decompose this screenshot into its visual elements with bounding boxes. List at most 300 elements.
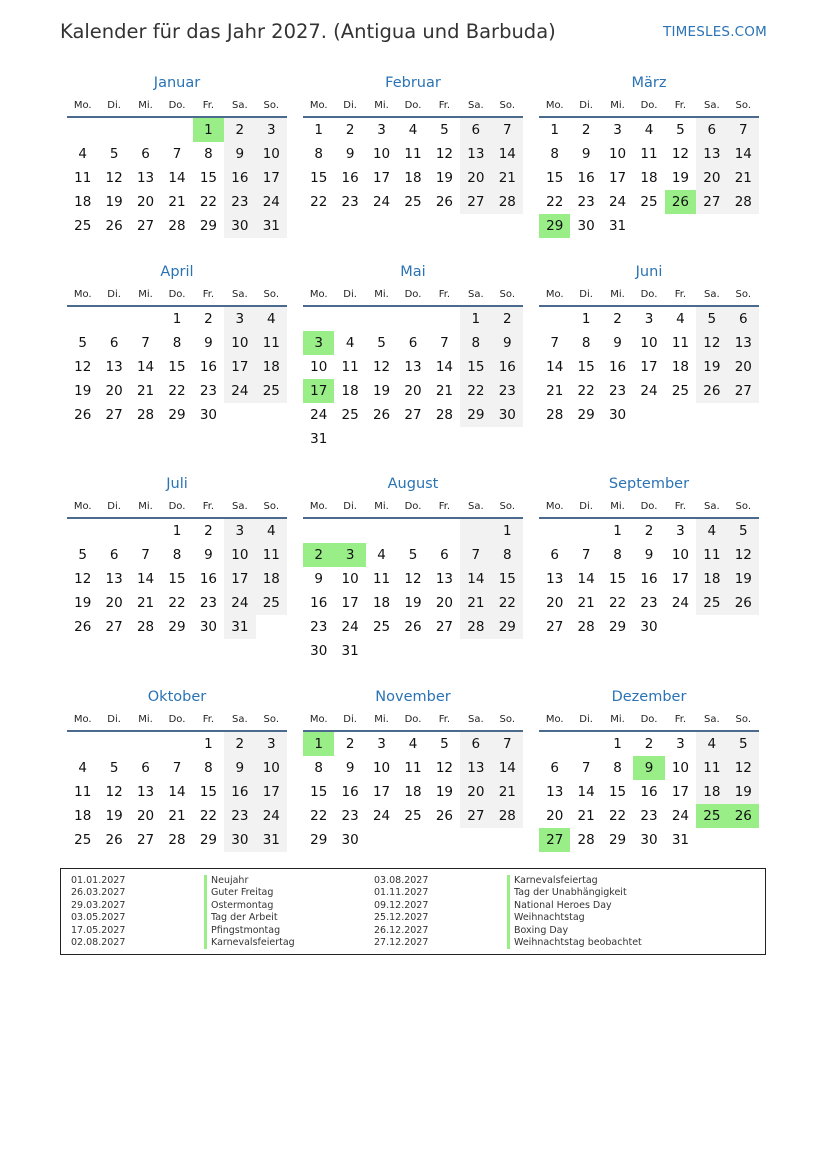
day-cell: 7 xyxy=(172,760,182,776)
day-cell: 13 xyxy=(546,571,564,587)
day-cell: 13 xyxy=(136,170,155,186)
month-6 xyxy=(539,259,759,427)
weekday-label: Mo. xyxy=(309,501,328,512)
month-5 xyxy=(303,259,523,451)
holiday-list xyxy=(60,868,766,955)
day-cell: 28 xyxy=(460,615,491,639)
day-cell: 4 xyxy=(676,311,685,327)
day-cell: 16 xyxy=(577,170,595,186)
weekday-label: Mo. xyxy=(73,289,92,300)
day-cell: 17 xyxy=(608,170,627,186)
day-cell: 30 xyxy=(608,407,627,423)
brand-logo[interactable]: TIMESLES.COM xyxy=(663,24,767,40)
day-cell: 9 xyxy=(345,146,355,162)
day-cell: 16 xyxy=(341,784,359,800)
day-cell: 5 xyxy=(440,122,449,138)
day-cell: 25 xyxy=(696,591,727,615)
day-cell: 15 xyxy=(546,170,564,186)
day-cell: 28 xyxy=(492,190,523,214)
day-cell: 13 xyxy=(404,359,422,375)
day-cell: 21 xyxy=(492,166,523,190)
day-cell: 21 xyxy=(577,808,595,824)
day-cell: 27 xyxy=(105,619,123,635)
day-cell: 27 xyxy=(460,190,491,214)
empty-cell xyxy=(98,307,129,331)
day-cell: 29 xyxy=(608,619,627,635)
empty-cell xyxy=(570,732,601,756)
weekday-label: So. xyxy=(499,289,516,300)
day-cell: 30 xyxy=(577,218,595,234)
day-cell: 27 xyxy=(460,804,491,828)
day-cell: 19 xyxy=(435,784,454,800)
day-cell: 20 xyxy=(404,383,422,399)
day-cell: 2 xyxy=(303,543,334,567)
day-grid xyxy=(303,519,523,663)
day-cell: 18 xyxy=(372,595,391,611)
day-cell: 10 xyxy=(671,547,690,563)
empty-cell xyxy=(429,427,460,451)
weekday-label: So. xyxy=(735,100,752,111)
month-name: Juli xyxy=(166,476,188,492)
day-cell: 12 xyxy=(105,784,123,800)
day-cell: 8 xyxy=(172,335,182,351)
day-cell: 6 xyxy=(408,335,418,351)
weekday-label: Mo. xyxy=(309,100,328,111)
month-12 xyxy=(539,684,759,852)
day-cell: 7 xyxy=(728,118,759,142)
day-cell: 4 xyxy=(408,122,418,138)
day-cell: 2 xyxy=(644,523,654,539)
day-cell: 17 xyxy=(341,595,359,611)
weekday-label: Fr. xyxy=(438,714,451,725)
day-cell: 15 xyxy=(199,784,218,800)
day-cell: 23 xyxy=(608,383,627,399)
day-cell: 30 xyxy=(224,214,255,238)
empty-cell xyxy=(303,307,334,331)
day-cell: 7 xyxy=(550,335,559,351)
day-cell: 27 xyxy=(105,407,123,423)
day-cell: 31 xyxy=(671,832,690,848)
empty-cell xyxy=(728,214,759,238)
day-cell: 10 xyxy=(256,142,287,166)
day-cell: 24 xyxy=(640,383,658,399)
holiday-name: Karnevalsfeiertag xyxy=(204,937,295,949)
day-cell: 4 xyxy=(345,335,355,351)
weekday-label: Mo. xyxy=(73,501,92,512)
day-cell: 10 xyxy=(310,359,328,375)
month-11 xyxy=(303,684,523,852)
weekday-label: Mi. xyxy=(610,501,625,512)
day-cell: 4 xyxy=(408,736,418,752)
day-cell: 17 xyxy=(256,780,287,804)
day-cell: 22 xyxy=(310,194,328,210)
day-cell: 1 xyxy=(303,732,334,756)
empty-cell xyxy=(303,519,334,543)
day-cell: 12 xyxy=(728,756,759,780)
day-cell: 6 xyxy=(696,118,727,142)
weekday-label: Fr. xyxy=(674,501,687,512)
weekday-label: Do. xyxy=(404,501,422,512)
day-cell: 22 xyxy=(168,383,186,399)
holiday-name: Karnevalsfeiertag xyxy=(507,875,598,887)
day-cell: 22 xyxy=(577,383,595,399)
empty-cell xyxy=(696,403,727,427)
month-9 xyxy=(539,471,759,639)
day-cell: 11 xyxy=(404,760,422,776)
day-cell: 20 xyxy=(136,808,155,824)
empty-cell xyxy=(366,307,397,331)
holiday-name: Guter Freitag xyxy=(204,887,273,899)
day-cell: 24 xyxy=(256,804,287,828)
day-cell: 26 xyxy=(435,194,454,210)
day-cell: 30 xyxy=(640,832,658,848)
weekday-label: Do. xyxy=(640,289,658,300)
day-cell: 5 xyxy=(696,307,727,331)
day-cell: 25 xyxy=(640,194,658,210)
weekday-label: Mo. xyxy=(545,289,564,300)
holiday-name: Ostermontag xyxy=(204,900,273,912)
day-cell: 25 xyxy=(671,383,690,399)
day-cell: 12 xyxy=(74,571,92,587)
empty-cell xyxy=(570,519,601,543)
day-cell: 21 xyxy=(577,595,595,611)
day-cell: 26 xyxy=(665,190,696,214)
empty-cell xyxy=(67,307,98,331)
empty-cell xyxy=(67,519,98,543)
empty-cell xyxy=(366,828,397,852)
day-cell: 23 xyxy=(341,194,359,210)
empty-cell xyxy=(161,732,192,756)
month-1 xyxy=(67,70,287,238)
day-cell: 13 xyxy=(696,142,727,166)
day-cell: 24 xyxy=(310,407,328,423)
day-cell: 22 xyxy=(546,194,564,210)
day-cell: 15 xyxy=(460,355,491,379)
day-cell: 23 xyxy=(224,190,255,214)
weekday-label: Do. xyxy=(168,289,186,300)
weekday-header xyxy=(67,497,287,519)
day-cell: 27 xyxy=(404,407,422,423)
day-cell: 22 xyxy=(460,379,491,403)
empty-cell xyxy=(256,615,287,639)
day-cell: 22 xyxy=(168,595,186,611)
day-cell: 5 xyxy=(440,736,449,752)
day-cell: 11 xyxy=(341,359,359,375)
day-cell: 25 xyxy=(404,808,422,824)
month-name: Dezember xyxy=(611,689,687,705)
day-cell: 14 xyxy=(728,142,759,166)
day-cell: 3 xyxy=(377,736,386,752)
day-cell: 16 xyxy=(608,359,627,375)
day-cell: 13 xyxy=(105,359,123,375)
day-cell: 19 xyxy=(696,355,727,379)
day-cell: 16 xyxy=(640,571,658,587)
day-cell: 12 xyxy=(105,170,123,186)
day-cell: 10 xyxy=(608,146,627,162)
day-cell: 15 xyxy=(310,170,328,186)
day-cell: 1 xyxy=(581,311,591,327)
weekday-label: So. xyxy=(735,289,752,300)
weekday-header xyxy=(539,285,759,307)
day-cell: 23 xyxy=(640,595,658,611)
weekday-label: Do. xyxy=(640,501,658,512)
empty-cell xyxy=(460,427,491,451)
day-cell: 14 xyxy=(577,571,595,587)
day-cell: 3 xyxy=(256,732,287,756)
day-cell: 28 xyxy=(435,407,454,423)
holiday-date: 01.01.2027 xyxy=(71,875,126,886)
day-cell: 20 xyxy=(460,166,491,190)
day-cell: 4 xyxy=(644,122,654,138)
day-cell: 23 xyxy=(640,808,658,824)
day-cell: 15 xyxy=(608,571,627,587)
weekday-label: So. xyxy=(499,100,516,111)
weekday-label: Mi. xyxy=(138,289,153,300)
day-cell: 6 xyxy=(728,307,759,331)
day-cell: 9 xyxy=(224,756,255,780)
day-grid xyxy=(67,732,287,852)
holiday-date: 03.08.2027 xyxy=(374,875,429,886)
day-cell: 29 xyxy=(310,832,328,848)
empty-cell xyxy=(728,828,759,852)
day-cell: 10 xyxy=(372,146,391,162)
day-cell: 19 xyxy=(728,567,759,591)
weekday-label: Mo. xyxy=(545,501,564,512)
weekday-label: Di. xyxy=(343,100,357,111)
day-cell: 31 xyxy=(310,431,328,447)
day-cell: 23 xyxy=(310,619,328,635)
empty-cell xyxy=(539,307,570,331)
day-cell: 13 xyxy=(105,571,123,587)
empty-cell xyxy=(397,828,428,852)
day-cell: 8 xyxy=(460,331,491,355)
empty-cell xyxy=(696,615,727,639)
day-cell: 9 xyxy=(224,142,255,166)
holiday-date: 25.12.2027 xyxy=(374,912,429,924)
day-cell: 7 xyxy=(492,118,523,142)
day-cell: 29 xyxy=(199,832,218,848)
day-cell: 14 xyxy=(546,359,564,375)
empty-cell xyxy=(67,732,98,756)
day-cell: 12 xyxy=(728,543,759,567)
day-cell: 21 xyxy=(168,808,186,824)
day-cell: 2 xyxy=(204,311,213,327)
weekday-label: Mi. xyxy=(374,501,389,512)
day-cell: 15 xyxy=(199,170,218,186)
day-cell: 7 xyxy=(141,335,150,351)
weekday-label: So. xyxy=(263,289,280,300)
day-cell: 9 xyxy=(644,547,654,563)
day-cell: 20 xyxy=(460,780,491,804)
day-cell: 6 xyxy=(440,547,449,563)
empty-cell xyxy=(539,519,570,543)
empty-cell xyxy=(633,214,664,238)
day-cell: 12 xyxy=(671,146,690,162)
day-cell: 11 xyxy=(671,335,690,351)
day-cell: 11 xyxy=(74,170,92,186)
day-cell: 5 xyxy=(109,146,119,162)
weekday-label: Do. xyxy=(640,100,658,111)
holiday-name: Neujahr xyxy=(204,875,248,887)
weekday-header xyxy=(303,710,523,732)
day-cell: 24 xyxy=(224,591,255,615)
holiday-date: 02.08.2027 xyxy=(71,937,126,948)
day-cell: 15 xyxy=(168,359,186,375)
day-cell: 25 xyxy=(256,591,287,615)
day-cell: 1 xyxy=(460,307,491,331)
weekday-header xyxy=(67,710,287,732)
day-cell: 16 xyxy=(310,595,328,611)
weekday-label: Mo. xyxy=(73,714,92,725)
day-cell: 28 xyxy=(546,407,564,423)
day-cell: 11 xyxy=(696,756,727,780)
day-cell: 19 xyxy=(105,194,123,210)
day-cell: 10 xyxy=(224,331,255,355)
day-cell: 7 xyxy=(440,335,449,351)
day-cell: 2 xyxy=(644,736,654,752)
day-cell: 31 xyxy=(256,828,287,852)
weekday-label: Fr. xyxy=(438,501,451,512)
weekday-label: Sa. xyxy=(704,714,720,725)
day-cell: 6 xyxy=(141,146,150,162)
day-cell: 23 xyxy=(199,383,218,399)
empty-cell xyxy=(98,519,129,543)
holiday-date: 27.12.2027 xyxy=(374,937,429,948)
day-cell: 20 xyxy=(435,595,454,611)
day-cell: 18 xyxy=(671,359,690,375)
day-cell: 26 xyxy=(372,407,391,423)
day-cell: 8 xyxy=(492,543,523,567)
holiday-date: 29.03.2027 xyxy=(71,899,126,911)
day-cell: 4 xyxy=(256,307,287,331)
day-cell: 4 xyxy=(696,732,727,756)
day-cell: 23 xyxy=(341,808,359,824)
month-name: April xyxy=(160,264,194,280)
day-cell: 21 xyxy=(136,595,155,611)
empty-cell xyxy=(665,403,696,427)
day-cell: 30 xyxy=(492,403,523,427)
day-cell: 5 xyxy=(728,519,759,543)
day-cell: 9 xyxy=(204,547,213,563)
day-cell: 30 xyxy=(341,832,359,848)
day-cell: 17 xyxy=(224,567,255,591)
day-cell: 9 xyxy=(581,146,591,162)
weekday-label: Di. xyxy=(343,714,357,725)
day-cell: 29 xyxy=(168,407,186,423)
day-cell: 25 xyxy=(256,379,287,403)
day-cell: 16 xyxy=(492,355,523,379)
day-cell: 3 xyxy=(303,331,334,355)
month-name: August xyxy=(387,476,439,492)
day-cell: 4 xyxy=(78,146,87,162)
day-cell: 16 xyxy=(224,780,255,804)
day-cell: 4 xyxy=(696,519,727,543)
weekday-label: Di. xyxy=(579,289,593,300)
day-cell: 9 xyxy=(492,331,523,355)
day-cell: 17 xyxy=(224,355,255,379)
page-title: Kalender für das Jahr 2027. (Antigua und Barbuda) xyxy=(60,20,556,43)
day-cell: 11 xyxy=(372,571,391,587)
day-cell: 13 xyxy=(435,571,454,587)
month-10 xyxy=(67,684,287,852)
day-cell: 20 xyxy=(105,383,123,399)
holiday-date: 17.05.2027 xyxy=(71,924,126,936)
day-cell: 23 xyxy=(577,194,595,210)
empty-cell xyxy=(130,519,161,543)
day-cell: 5 xyxy=(78,547,87,563)
day-cell: 14 xyxy=(136,571,155,587)
weekday-label: So. xyxy=(263,501,280,512)
weekday-label: Do. xyxy=(168,714,186,725)
weekday-label: Sa. xyxy=(468,289,484,300)
day-cell: 28 xyxy=(577,832,595,848)
day-cell: 12 xyxy=(435,760,454,776)
day-cell: 24 xyxy=(372,808,391,824)
day-cell: 15 xyxy=(168,571,186,587)
day-cell: 17 xyxy=(303,379,334,403)
day-cell: 16 xyxy=(640,784,658,800)
day-cell: 11 xyxy=(256,543,287,567)
day-cell: 6 xyxy=(550,760,559,776)
day-cell: 13 xyxy=(460,142,491,166)
day-cell: 26 xyxy=(74,407,92,423)
day-cell: 11 xyxy=(256,331,287,355)
day-cell: 25 xyxy=(404,194,422,210)
weekday-label: Do. xyxy=(404,100,422,111)
weekday-label: So. xyxy=(263,714,280,725)
month-name: Oktober xyxy=(147,689,207,705)
day-cell: 17 xyxy=(256,166,287,190)
weekday-label: Di. xyxy=(107,501,121,512)
day-cell: 21 xyxy=(435,383,454,399)
day-cell: 30 xyxy=(224,828,255,852)
day-cell: 9 xyxy=(633,756,664,780)
day-cell: 24 xyxy=(671,808,690,824)
day-grid xyxy=(539,307,759,427)
day-cell: 8 xyxy=(613,760,622,776)
day-cell: 14 xyxy=(577,784,595,800)
weekday-label: Do. xyxy=(168,100,186,111)
weekday-label: Mi. xyxy=(374,714,389,725)
weekday-label: So. xyxy=(735,501,752,512)
day-cell: 24 xyxy=(608,194,627,210)
day-cell: 26 xyxy=(105,218,123,234)
day-cell: 22 xyxy=(199,194,218,210)
weekday-label: Mi. xyxy=(610,714,625,725)
day-grid xyxy=(303,118,523,214)
day-cell: 18 xyxy=(341,383,359,399)
day-cell: 1 xyxy=(172,523,182,539)
day-cell: 24 xyxy=(256,190,287,214)
day-cell: 9 xyxy=(613,335,622,351)
day-cell: 2 xyxy=(345,736,355,752)
weekday-label: So. xyxy=(735,714,752,725)
day-cell: 19 xyxy=(435,170,454,186)
weekday-label: Sa. xyxy=(704,501,720,512)
empty-cell xyxy=(539,732,570,756)
month-2 xyxy=(303,70,523,214)
month-name: Mai xyxy=(400,264,426,280)
weekday-label: Sa. xyxy=(468,501,484,512)
day-cell: 7 xyxy=(581,760,591,776)
day-cell: 11 xyxy=(404,146,422,162)
day-cell: 29 xyxy=(539,214,570,238)
empty-cell xyxy=(224,403,255,427)
day-cell: 8 xyxy=(204,760,213,776)
weekday-label: Mi. xyxy=(138,501,153,512)
day-cell: 1 xyxy=(204,736,213,752)
day-cell: 21 xyxy=(136,383,155,399)
